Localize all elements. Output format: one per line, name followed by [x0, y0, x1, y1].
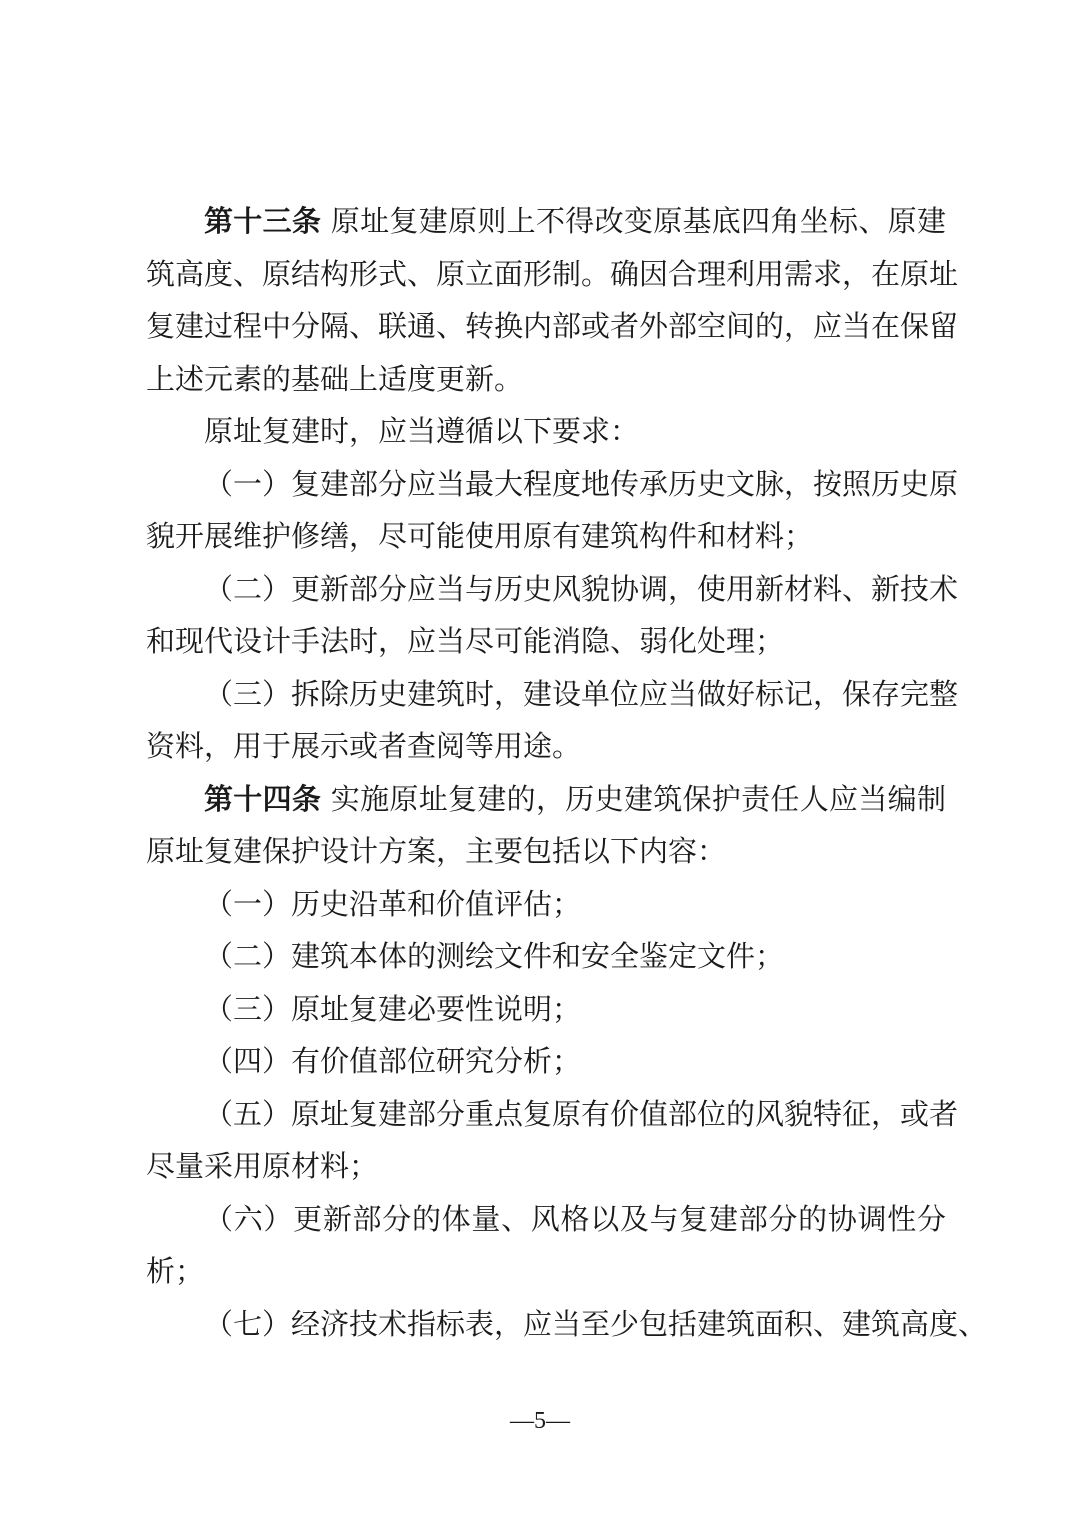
requirement-3-line-1: （三）拆除历史建筑时，建设单位应当做好标记，保存完整 [204, 676, 959, 711]
content-item-6-line-1: （六）更新部分的体量、风格以及与复建部分的协调性分 [204, 1201, 946, 1236]
requirement-2-line-2: 和现代设计手法时，应当尽可能消隐、弱化处理； [146, 624, 785, 658]
content-item-3: （三）原址复建必要性说明； [204, 991, 582, 1026]
article-13-text: 原址复建原则上不得改变原基底四角坐标、原建 [321, 204, 946, 238]
content-item-1: （一）历史沿革和价值评估； [204, 886, 582, 921]
content-item-2: （二）建筑本体的测绘文件和安全鉴定文件； [204, 939, 785, 973]
content-item-6-line-2: 析； [146, 1254, 205, 1288]
article-13-line-1 [146, 195, 946, 248]
content-item-5-line-2: 尽量采用原材料； [146, 1149, 379, 1183]
article-13-title: 第十三条 [204, 204, 322, 238]
requirement-1-line-1: （一）复建部分应当最大程度地传承历史文脉，按照历史原 [204, 466, 959, 501]
page-number: —5— [510, 1408, 570, 1434]
content-item-5-line-1: （五）原址复建部分重点复原有价值部位的风貌特征，或者 [204, 1096, 959, 1131]
content-item-4: （四）有价值部位研究分析； [204, 1044, 582, 1078]
requirements-intro: 原址复建时，应当遵循以下要求： [204, 414, 640, 448]
requirement-1-line-2: 貌开展维护修缮，尽可能使用原有建筑构件和材料； [146, 519, 814, 553]
document-body [146, 195, 988, 1350]
article-14-title: 第十四条 [204, 781, 322, 816]
article-13-line-4: 上述元素的基础上适度更新。 [146, 361, 524, 396]
article-14-line-1 [146, 773, 946, 826]
article-14-text: 实施原址复建的，历史建筑保护责任人应当编制 [321, 781, 946, 816]
article-13-line-3: 复建过程中分隔、联通、转换内部或者外部空间的，应当在保留 [146, 309, 959, 343]
article-13-line-2: 筑高度、原结构形式、原立面形制。确因合理利用需求，在原址 [146, 256, 959, 291]
content-item-7-line-1: （七）经济技术指标表，应当至少包括建筑面积、建筑高度、 [204, 1306, 988, 1341]
requirement-3-line-2: 资料，用于展示或者查阅等用途。 [146, 729, 582, 763]
article-14-line-2: 原址复建保护设计方案，主要包括以下内容： [146, 834, 727, 868]
requirement-2-line-1: （二）更新部分应当与历史风貌协调，使用新材料、新技术 [204, 571, 959, 606]
